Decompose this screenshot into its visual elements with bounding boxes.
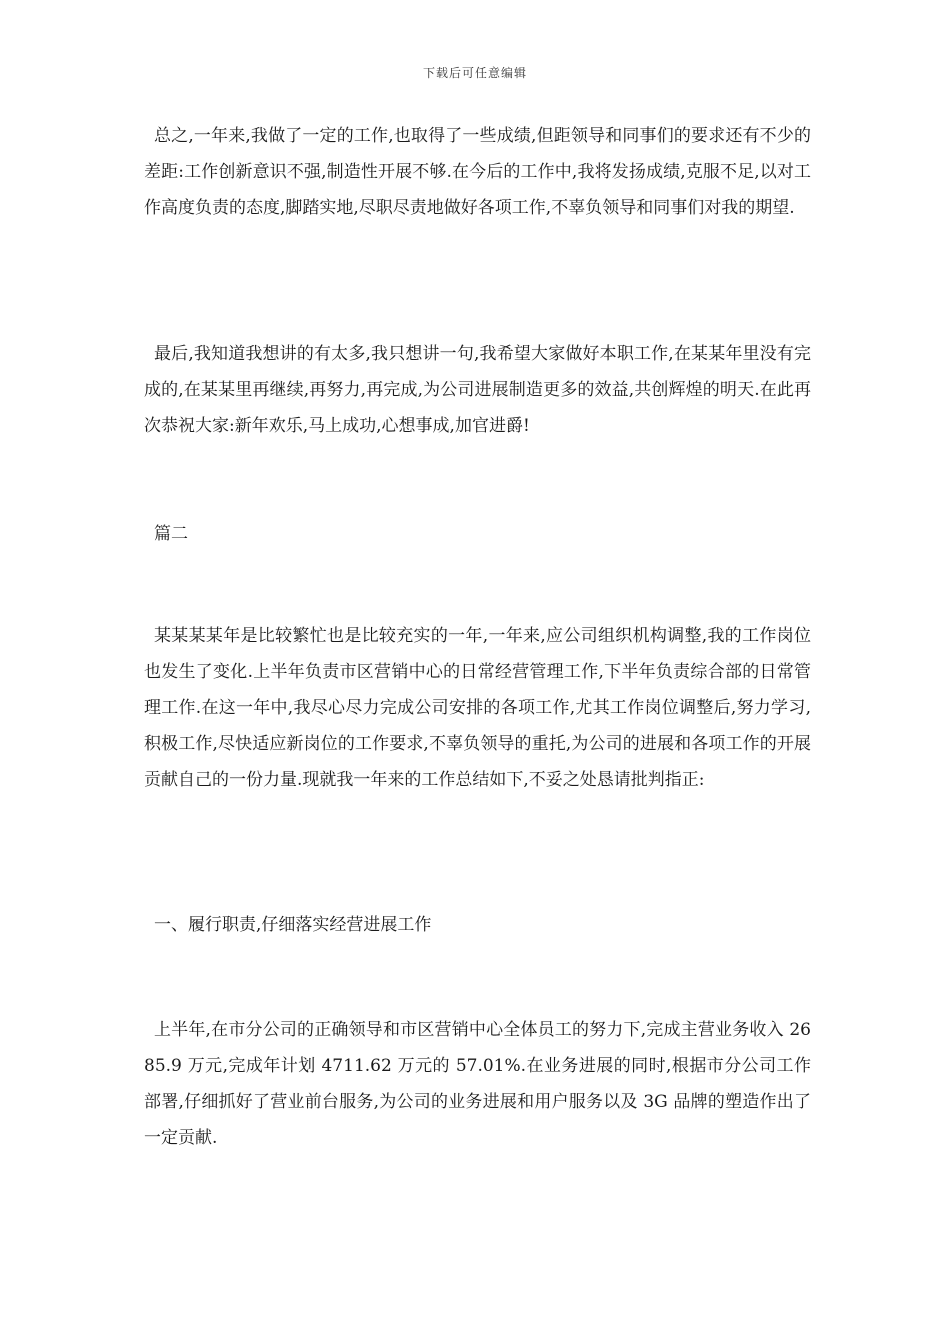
paragraph-intro: 某某某某年是比较繁忙也是比较充实的一年,一年来,应公司组织机构调整,我的工作岗位也发生了变化.上半年负责市区营销中心的日常经营管理工作,下半年负责综合部的日常管理工作.在这一年中,我尽心尽力完成公司安排的各项工作,尤其工作岗位调整后,努力学习,积极工作,尽快适应新岗位的工作要求,不辜负领导的重托,为公司的进展和各项工作的开展贡献自己的一份力量.现就我一年来的工作总结如下,不妥之处恳请批判指正: bbox=[144, 626, 811, 790]
page-header: 下载后可任意编辑 bbox=[422, 66, 527, 80]
paragraph-closing: 最后,我知道我想讲的有太多,我只想讲一句,我希望大家做好本职工作,在某某年里没有完成的,在某某里再继续,再努力,再完成,为公司进展制造更多的效益,共创辉煌的明天.在此再次恭祝大家:新年欢乐,马上成功,心想事成,加官进爵! bbox=[144, 344, 811, 436]
paragraph-summary: 总之,一年来,我做了一定的工作,也取得了一些成绩,但距领导和同事们的要求还有不少的差距:工作创新意识不强,制造性开展不够.在今后的工作中,我将发扬成绩,克服不足,以对工作高度负责的态度,脚踏实地,尽职尽责地做好各项工作,不辜负领导和同事们对我的期望. bbox=[144, 126, 811, 218]
subsection-heading: 一、履行职责,仔细落实经营进展工作 bbox=[154, 915, 432, 935]
section-heading: 篇二 bbox=[154, 524, 188, 544]
paragraph-performance: 上半年,在市分公司的正确领导和市区营销中心全体员工的努力下,完成主营业务收入 2685.9 万元,完成年计划 4711.62 万元的 57.01%.在业务进展的同时,根据市分公司工作部署,仔细抓好了营业前台服务,为公司的业务进展和用户服务以及 3G 品牌的塑造作出了一定贡献. bbox=[144, 1020, 811, 1148]
